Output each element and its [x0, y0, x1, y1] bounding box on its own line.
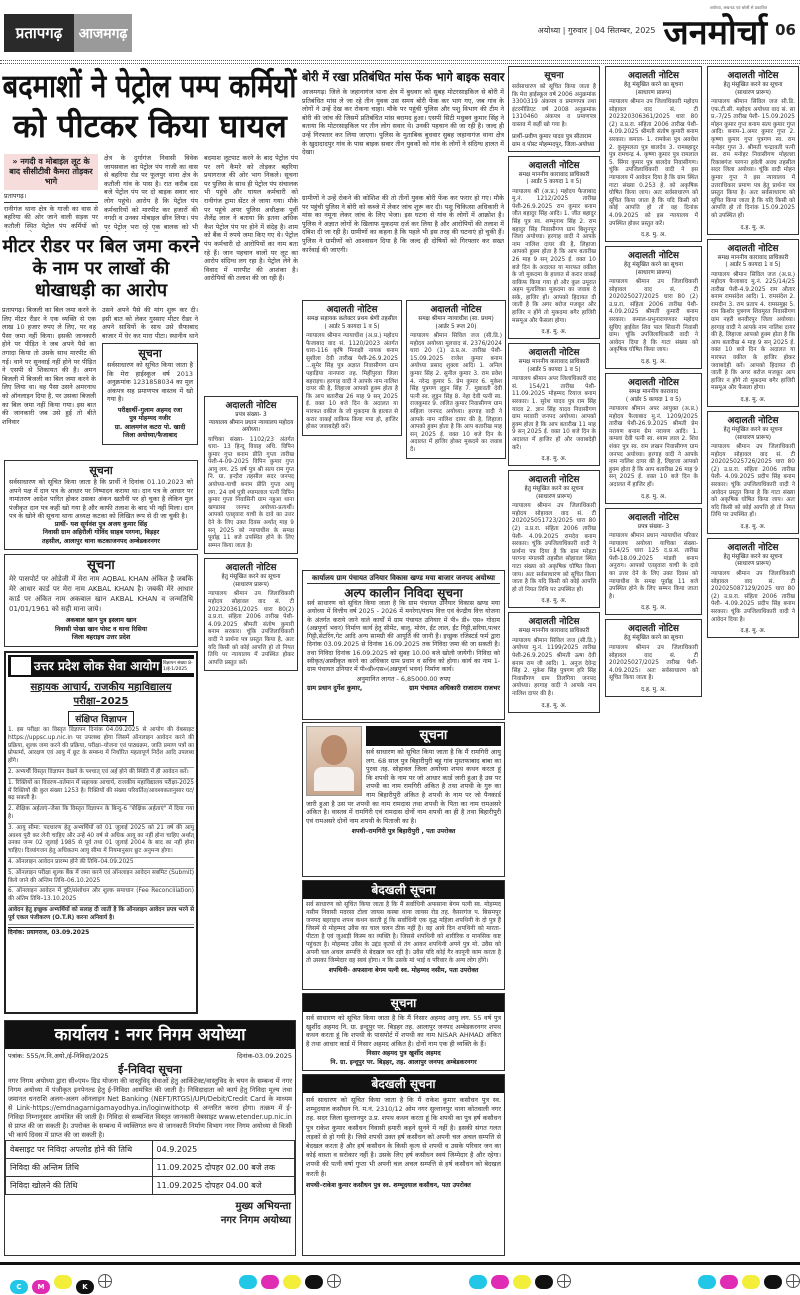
- registration-dot-y: [513, 1275, 531, 1289]
- notice-column-d: [605, 66, 702, 1258]
- advt-number: विज्ञापन संख्या 8-1/ई-1/2025: [163, 660, 193, 672]
- tender-office: कार्यालय ग्राम पंचायत उनियार विकास खण्ड मया बाजार जनपद अयोध्या: [307, 574, 500, 584]
- masthead-logo: जनमोर्चा: [663, 13, 768, 53]
- lead-body-1: रानीगंज थाना क्षेत्र के गाजी का वास से बहरिया की ओर जाने वाली सड़क पर कतौली स्थित पेट्रोल पंप कर्मियों को: [4, 204, 98, 230]
- story2-body-2: उसने अपने पैसे की मांग शुरू कर दी। इसी बात को लेकर गुस्साए मीटर रीडर ने अपने साथियों के साथ उसे सैफाबाद बाजार में घेर कर मारा पीटा। स्थानीय थाने: [102, 306, 198, 340]
- notice-signature: जिला अयोध्या/फैजाबाद: [122, 432, 178, 440]
- notice-body: न्यायालय श्रीमान उप जिलाधिकारी महोदय सोहावल वाद सं. टी 202025051723/2025 धारा 80 (2) उ.प्र.रा. संहिता 2006 तारीख पेशी- 4.09.2025 रामदेव बनाम सरकार। चूंकि उपजिलाधिकारी वादी ने प्रार्थना पत्र दिया है कि ग्राम मरेहटा परगना मंगलसी तहसील सोहावल स्थित गाटा संख्या को अकृषिक घोषित किया जाय। अतः सर्वसाधारण को सूचित किया जाता है कि यदि किसी को कोई आपत्ति हो तो नियत तिथि पर उपस्थित हों।: [512, 503, 596, 593]
- dateline: अयोध्या | गुरुवार | 04 सितम्बर, 2025: [537, 25, 656, 35]
- tender-row-label: निविदा खोलने की तिथि: [6, 1177, 153, 1195]
- notice-signature: पुत्र मोहम्मद नजीर: [129, 415, 171, 423]
- section-tab-azamgarh[interactable]: आजमगढ़: [74, 14, 132, 52]
- registration-dot-c: [469, 1275, 487, 1289]
- notice-body: न्यायालय श्रीमान सिविल जज (सी.डि.) महोदय अयोध्या मूलवाद सं. 2376/2024 धारा 20 (1) उ.प्र.अ. तारीख पेशी- 15.09.2025 राजेश कुमार बनाम अयोध्या प्रसाद शुक्ला आदि। 1. अनिल कुमार सिंह 2. सुनील कुमार 3. राम प्रवेश 4. नरेन्द्र कुमार 5. प्रेम कुमार 6. मुकेश सिंह पुत्रगण लुट्टन सिंह 7. मुन्नावती देवी पत्नी स्व. लुट्टन सिंह 8. नेहा देवी पत्नी स्व. राजकुमार 9. ललित कुमार निवासीगण ग्राम सहिला जनपद अयोध्या। हरगाह वादी ने आपके नाम नालिश दायर की है, लिहाजा आपको हुक्म होता है कि आप बतारीख माह सन् 2025 ई. वक्त 10 बजे दिन के अदालत में हाजिर होकर मुकदमे का जवाब दें।: [410, 333, 502, 453]
- registration-dot-m: [261, 1275, 279, 1289]
- notice-signature: द.ह. मु. अ.: [541, 456, 567, 463]
- tender-signatory-office: नगर निगम अयोध्या: [220, 1215, 291, 1226]
- notice-subtitle: हेतु मंसूखित करने का सूचना: [221, 574, 281, 581]
- notice-body: याचिका संख्या- 1102/23 अंतर्गत धारा- 13 हिन्दू विवाह अधि. विपिन कुमार गुप्त बनाम प्रीति गुप्ता तारीख पेशी-4-09-2025 विपिन कुमार गुप्त आयु लग. 25 वर्ष पुत्र श्री सत्य राम गुप्त नि. ग्रा. इन्दौरा तहसील सदर जनपद अयोध्या-याची बनाम प्रीति गुप्ता आयु लग. 24 वर्ष पुत्री श्यामलाल पत्नी विपिन कुमार गुप्ता निवासिनी ग्राम नहुआ थाना खण्डासा जनपद अयोध्या-प्रत्यर्थी। आपको एतद्द्वारा याची के दावे का उत्तर देने के लिए उक्त दिवस अर्थात् माह 9 सन् 2025 को न्यायाधीश के समक्ष पूर्वाह्न 11 बजे उपस्थित होने के लिए सम्मन किया जाता है।: [208, 436, 294, 549]
- notice-title: अदालती नोटिस: [628, 71, 679, 81]
- notice-subtitle: हेतु मंसूखित करने का सूचना: [624, 262, 683, 269]
- crosshair-icon: [327, 1274, 341, 1288]
- lead-dateline: प्रतापगढ़।: [4, 192, 27, 200]
- notice-title: अदालती नोटिस: [225, 401, 277, 411]
- lead-left-column: [4, 154, 98, 232]
- notice-title: अदालती नोटिस: [628, 251, 679, 262]
- lead-story: [2, 66, 298, 146]
- notice-signature: द.ह. मु. अ.: [640, 493, 667, 500]
- uppsc-advertisement: [4, 651, 198, 1014]
- tender-table-row: [6, 1159, 295, 1177]
- short-tender-notice: [302, 570, 505, 720]
- uppsc-header: [8, 655, 194, 677]
- tender-table-row: [6, 1141, 295, 1159]
- story2-right: [102, 306, 198, 445]
- uppsc-footer: दिनांक: प्रयागराज, 03.09.2025: [8, 927, 194, 936]
- notice-body: न्यायालय श्रीमान उप जिलाधिकारी सोहावल वाद सं. टी 202025087129/2025 धारा 80 (2) उ.प्र.रा. संहिता 2006 तारीख पेशी- 4.09.2025 प्रदीप सिंह बनाम सरकार। चूंकि उपजिलाधिकारी वादी ने आवेदन दिया है।: [711, 570, 795, 623]
- tender-signatory: ग्राम प्रधान दुर्गेश कुमार,: [307, 684, 363, 693]
- notice-body: न्यायालय श्रीमान सिविल जज सी.डि. एफ.टी.सी. महोदय अयोध्या वाद सं. सा प्र.-7/25 तारीख पेशी- 15.09.2025 मोहन कुमार गुप्त बनाम सत्य कुमार गुप्त आदि। बनाम-1.अमर कुमार गुप्त 2. कृष्णा कुमार गुप्त पुत्रगण स्व. राम मनोहर गुप्त 3. श्रीमती चन्द्रावती पत्नी स्व. राम मनोहर निवासीगण मोहल्ला रिकाबगंज परगना हवेली अवध तहसील सदर जिला अयोध्या। चूंकि वादी मोहन कुमार गुप्त ने इस न्यायालय में उत्तराधिकार प्रमाण पत्र हेतु प्रार्थना पत्र प्रस्तुत किया है। अतः सर्वसाधारण को सूचित किया जाता है कि यदि किसी को आपत्ति हो तो दिनांक 15.09.2025 को उपस्थित हों।: [711, 99, 795, 219]
- notice-subtitle: ( आर्डर 5 कायदा 1 व 5): [625, 396, 682, 403]
- notice-column-c: [508, 66, 600, 1258]
- tender-row-label: वेबसाइट पर निविदा अपलोड होने की तिथि: [6, 1141, 153, 1159]
- notice-signature: ग्रा. आलमगंज कटरा पो. खादी: [114, 423, 186, 431]
- uppsc-point: 2. अभ्यर्थी विस्तृत विज्ञापन देखने के पश्चात् एवं अर्ह होने की स्थिति में ही आवेदन करें।: [8, 768, 194, 779]
- notice-signature: शपथिनी- अफसाना बेगम पत्नी स्व. मोहम्मद नसीम, पता उपरोक्त: [328, 967, 479, 974]
- page-number: 06: [775, 21, 796, 39]
- notice-signature: द.ह. मु. अ.: [640, 359, 667, 366]
- story2-headline: मीटर रीडर पर बिल जमा करने के नाम पर लाखों की धोखाधड़ी का आरोप: [2, 236, 200, 301]
- notice-signature: द.ह. मु. अ.: [740, 397, 766, 403]
- court-notice: [204, 396, 298, 554]
- notice-name-correction: [4, 554, 198, 647]
- tender-title: अल्प कालीन निविदा सूचना: [344, 586, 463, 600]
- court-notice: [406, 300, 506, 459]
- notice-name-affidavit: [302, 722, 505, 877]
- notice-title: अदालती नोटिस: [727, 243, 779, 254]
- notice-column-b-left: [204, 396, 298, 1016]
- lead-body-2: क्षेत्र के दुर्गागंज निवासी विवेक जायसवाल का पेट्रोल पंप गाजी का वास से बहरिया रोड पर फूलपुर थाना क्षेत्र के कतौली गांव के पास है। रात करीब दस बजे पेट्रोल पंप पर दो बाइक सवार चार लोग पहुंचे। आरोप है कि पेट्रोल पंप कर्मचारियों को मारपीट कर हजारों की नगदी व उनका मोबाइल छीन लिया। पंप पर पेट्रोल भरा रहे एक बालक को भी: [104, 154, 198, 231]
- notice-title: अदालती नोटिस: [430, 305, 482, 315]
- notice-subtitle: समक्ष श्रीमान न्यायाधीश (सा. प्रथम): [418, 316, 494, 322]
- court-notice: [605, 246, 702, 369]
- registration-dot-k: [535, 1275, 553, 1289]
- notice-signature: शपथी–रामगिरी पुत्र बिहारीपुरी , पता उपरोक्त: [351, 828, 456, 836]
- tender-ref-number: पत्रांक: 555/न.नि.अयो./ई-निविदा/2025: [8, 1052, 109, 1060]
- notice-signature: द.ह. मु. अ.: [740, 224, 766, 231]
- registration-dot-y: [742, 1275, 760, 1289]
- court-notice: [707, 66, 799, 235]
- notice-title: सूचना: [544, 71, 564, 81]
- tender-dates-table: [5, 1140, 295, 1195]
- notice-subtitle: ( आर्डर 5 कायदा 1 व 5): [725, 262, 781, 268]
- notice-signature: द.ह. मु. अ.: [541, 329, 567, 336]
- registration-dot-y: [54, 1275, 72, 1289]
- notice-subtitle: (साधारण प्रारूप): [535, 493, 572, 500]
- notice-subtitle: प्रपत्र संख्या- 3: [235, 412, 267, 418]
- notice-subtitle: ( आर्डर 5 कायदा 1 व 5): [526, 179, 582, 186]
- uppsc-point: 1. रिक्तियों का विवरण–वर्तमान में सहायक आचार्य, राजकीय महाविद्यालय परीक्षा-2025 में रिक्तियों की कुल संख्या 1253 है। रिक्तियों की संख्या परिवर्तित/आवश्यकतानुसार घट/बढ़ सकती है।: [8, 779, 194, 805]
- notice-subtitle: समक्ष माननीय कारावाद प्राधिकारी: [518, 359, 590, 366]
- header-divider: [0, 60, 800, 64]
- registration-dot-c: [698, 1275, 716, 1289]
- tender-body: नगर निगम अयोध्या द्वारा सी०एम० ग्रिड योजना की वास्तुविद् सेवाओं हेतु आर्किटेक्ट/वास्तुविद के चयन के सम्बन्ध में नगर निगम अयोध्या में पंजीकृत इनपेनल्ड हेतु ई-निविदा आमंत्रित की जाती है। निविदादाता को कार्य हेतु निविदा मूल्य तथा जमानत धनराशि अलग-अलग ऑनलाइन Net Banking (NEFT/RTGS)/UPI/Debit/Credit Card के माध्यम से Link-https://emdnagarnigamayodhya.in/loginwithotp से अन्तरित करना होगा। तत्क्रम में ई-निविदा निम्नानुसार आमंत्रित की जाती है। निविदा से सम्बन्धित विस्तृत जानकारी वेबसाइट www.etender.up.nic.in से प्राप्त की जा सकती है। उपरोक्त के सम्बन्ध में व्यक्तिगत रूप से जानकारी निर्माण विभाग नगर निगम अयोध्या से किसी भी कार्य दिवस में प्राप्त की जा सकती है।: [8, 1077, 292, 1139]
- court-notice: [204, 558, 298, 671]
- lead-headline-line2: को पीटकर किया घायल: [13, 107, 287, 145]
- notice-body: न्यायालय श्रीमान अपर जिलाधिकारी वाद सं. 154/21 तारीख पेशी- 11.09.2025 मोहम्मद रियाज बनाम सरकार। 1. सुरेश यादव पुत्र राम सिंह यादव 2. ज्ञान सिंह यादव निवासीगण ग्राम मरवारी जनपद अयोध्या। आपको हुक्म होता है कि आप बतारीख 11 माह 9 सन् 2025 ई. वक्त 10 बजे दिन के अदालत में हाजिर हों और जवाबदेही करें।: [512, 376, 596, 451]
- left-column-flow: [2, 236, 200, 1014]
- uppsc-title: उत्तर प्रदेश लोक सेवा आयोग: [34, 659, 160, 674]
- registration-dot-m: [491, 1275, 509, 1289]
- notice-signature: परीक्षार्थी–गुलाम अहमद रजा: [117, 406, 183, 414]
- notice-body: सर्व साधारण को सूचित किया जाता है कि मैं निसार अहमद आयु लग. 55 वर्ष पुत्र खुर्शीद अहमद नि. ग्रा. इन्दूपुर पर. बिड़हर तह. आलापुर जनपद अम्बेडकरनगर शपथ कथन करता हूं कि शपथी के पासपोर्ट में शपथी का नाम NISAR AHMAD अंकित है तथा आधार कार्ड में निसार अहमद अंकित है। दोनों नाम एक ही व्यक्ति के हैं।: [306, 1014, 501, 1048]
- notice-signature: तहसील, आलापुर थाना कटकाजनपद अम्बेडकरनगर: [42, 537, 160, 545]
- court-notice: [707, 411, 799, 534]
- notice-column-b2: [406, 300, 506, 555]
- notice-subtitle: (आर्डर 5 कायदा 1 व 5): [527, 366, 581, 373]
- uppsc-point: 5. ऑनलाइन परीक्षा शुल्क बैंक में जमा करने एवं ऑनलाइन आवेदन सबमिट (Submit) किये जाने की अन्तिम तिथि–06.10.2025: [8, 869, 194, 888]
- story3-headline: बोरी में रखा प्रतिबंधित मांस फेंक भागे बाइक सवार: [302, 70, 505, 84]
- notice-subtitle: प्रपत्र संख्या- 3: [637, 523, 670, 530]
- registration-group: [239, 1274, 341, 1294]
- registration-dot-k: K: [76, 1280, 94, 1294]
- notice-subtitle: (साधारण प्रारूप): [635, 89, 672, 96]
- notice-body: सर्व साधारण को सूचित किया जाता है कि मैं राकेश कुमार कसौधन पुत्र स्व. शम्भूदयाल कसौधन नि. म.नं. 2310/12 ओम नगर सुल्तानपुर थाना कोतवाली नगर तह. सदर जिला सुल्तानपुर उ.प्र. शपथ कथन करता हूं कि शपथी का पुत्र हर्ष कसौधन पुत्र राकेश कुमार कसौधन निवासी हमारी कहने सुनने में नहीं है। इसकी संगत गलत लड़कों से हो गयी है। जिसे शपथी उक्त हर्ष कसौधन को अपनी चल अचल सम्पत्ति से बेदखल करता है और हर्ष कसौधन के किसी कृत्य से शपथी व उसके परिवार जन का कोई वास्ता व सरोकार नहीं है। उसके लिए हर्ष कसौधन स्वयं जिम्मेदार है और रहेगा। शपथी की पत्नी वर्षा गुप्ता भी अपनी चल अचल सम्पत्ति से हर्ष कसौधन को बेदखल करती है।: [306, 1096, 501, 1178]
- notice-body: न्यायालय श्रीमान उप जिलाधिकारी महोदय सोहावल वाद सं. टी 202320306361/2025 धारा 80 (2) उ.प्र.रा. संहिता 2006 तारीख पेशी- 4.09.2025 श्रीमती संतोष कुमारी बनाम सरकार। कमाल- 1. रामकेश पुत्र अवधेश 2. कुसुमलता पुत्र बालदेव 3. रामबहादुर पुत्र रामचन्द्र 4. कृष्णा कुमार पुत्र रामलाल 5. सिंगर कुमार पुत्र बालदेव निवासीगण। चूंकि उपजिलाधिकारी वादी ने इस न्यायालय में आवेदन दिया है कि ग्राम स्थित गाटा संख्या 0.253 हे. को अकृषिक घोषित किया जाय। अतः सर्वसाधारण को सूचित किया जाता है कि यदि किसी को कोई आपत्ति हो तो वह दिनांक 4.09.2025 को इस न्यायालय में उपस्थित होकर प्रस्तुत करें।: [609, 99, 698, 227]
- registration-group: [469, 1274, 571, 1294]
- notice-signature: प्रार्थी–प्रवीण कुमार यादव पुत्र सीताराम ग्राम व पोस्ट मोहम्मदपुर, जिला-अयोध्या: [512, 133, 595, 148]
- story3-body-2: ग्रामीणों ने उन्हें रोकने की कोशिश की तो तीनों युवक बोरी फेंक कर फरार हो गए। मौके पर पहुंची पुलिस ने बोरी को कब्जे में लेकर जांच शुरू कर दी। पशु चिकित्सा अधिकारी ने मांस का नमूना लेकर जांच के लिए भेजा। इस घटना से गांव के लोगों में आक्रोश है। पुलिस ने अज्ञात लोगों के खिलाफ मुकदमा दर्ज कर लिया है और आरोपियों की तलाश में दबिश दी जा रही है। ग्रामीणों का कहना है कि पहले भी इस तरह की घटनाएं हो चुकी हैं। पुलिस ने ग्रामीणों को आश्वासन दिया है कि जल्द ही दोषियों को गिरफ्तार कर सख्त कार्रवाई की जाएगी।: [302, 194, 504, 254]
- lead-body-3: बदमाश लूटपाट करने के बाद पेट्रोल पंप पर लगे कैमरे को तोड़कर बहरिया प्रयागराज की ओर भाग निकले। सूचना पर पुलिस के साथ ही पेट्रोल पंप संचालक भी पहुंचे और घायल कर्मचारी को रानीगंज ट्रामा सेंटर ले जाया गया। मौके पर पहुंचे अपर पुलिस अधीक्षक पूर्वी शैलेंद्र लाल ने बताया कि इतना अधिक कैश पेट्रोल पंप पर होने में संदेह है। शाम को बैंक में रुपये जमा किए गए थे। पेट्रोल पंप कर्मचारी दो आरोपियों का नाम बता रहे हैं। जान पहचान वालों पर लूट का आरोप संदिग्ध लग रहा है। पेट्रोल लेने के विवाद में मारपीट की आशंका है। आरोपियों की तलाश की जा रही है।: [204, 154, 298, 283]
- notice-nisar-ahmad: [302, 993, 505, 1071]
- notice-title: सूचना: [138, 347, 162, 360]
- lead-kicker: » नगदी व मोबाइल लूट के बाद सीसीटीवी कैमरा तोड़कर भागे: [4, 154, 98, 190]
- registration-group: [10, 1274, 112, 1294]
- notice-lost-marksheet: [102, 343, 198, 445]
- crosshair-icon: [98, 1274, 112, 1288]
- notice-body: मेरे पासपोर्ट पर ओडेजी में मेरा नाम AQBAL KHAN अंकित है जबकि मेरे आधार कार्ड पर मेरा नाम AKBAL KHAN है। जबकी मेरे आधार कार्ड पर अंकित नाम अकबाल खान AKBAL KHAN व जन्मतिथि 01/01/1961 को सही माना जाये।: [9, 575, 193, 614]
- registration-group: [698, 1274, 800, 1294]
- tender-row-value: 04.9.2025: [152, 1141, 294, 1159]
- notice-signature: जिला बहराइच उत्तर प्रदेश: [71, 634, 131, 642]
- crosshair-icon: [557, 1274, 571, 1288]
- registration-dot-m: [720, 1275, 738, 1289]
- uppsc-point: 2. शैक्षिक अर्हताएं–जैसा कि विस्तृत विज्ञापन के बिन्दु-6 "शैक्षिक अर्हताएं" में दिया गया है।: [8, 805, 194, 824]
- eviction-notice-1: [302, 880, 505, 990]
- tender-signatory: ग्राम पंचायत अधिकारी राजाराम राजभर: [409, 684, 500, 693]
- court-notice: [508, 66, 600, 152]
- notice-body: न्यायालय श्रीमान उप जिलाधिकारी सोहावल वाद सं. टी 202025027/2025 धारा 80 (2) उ.प्र.रा. संहिता 2006 तारीख पेशी- 4.09.2025 श्रीमती कुमारी बनाम सरकार। कमाल-प्रभुनारायणवर महोदय सुधिए हाईवेल शिव पाल शिवानी निवासी ग्राम। चूंकि उपजिलाधिकारी वादी ने आवेदन दिया है कि गाटा संख्या को अकृषिक घोषित किया जाय।: [609, 279, 698, 354]
- section-tab-pratapgarh[interactable]: प्रतापगढ़: [4, 14, 74, 52]
- notice-title: अदालती नोटिस: [727, 71, 779, 81]
- registration-dot-k: [305, 1275, 323, 1289]
- notice-title: अदालती नोटिस: [727, 542, 779, 553]
- notice-subtitle: न्यायालय श्रीमान प्रधान न्यायालय महोदय अयोध्या।: [208, 419, 294, 433]
- story2-columns: [2, 306, 200, 456]
- notice-title: बेदखली सूचना: [303, 881, 504, 899]
- tender-cost: अनुमानित लागत - 6,85000.00 रुपए: [356, 674, 451, 683]
- story3-body-1: आजमगढ़। जिले के जहानागंज थाना क्षेत्र में बुधवार को सुबह मोटरसाइकिल से बोरी में प्रतिबंधित मांस ले जा रहे तीन युवक उस समय बोरी फेंक कर भाग गए, जब गांव के लोगों ने उन्हें देख कर रोकना चाहा। मौके पर पहुंची पुलिस और पशु विभाग की टीम ने बोरी की जांच की जिसमें प्रतिबंधित मांस बरामद हुआ। एसपी सिटी मधुबन कुमार सिंह ने बताया कि मोटरसाइकिल पर तीन लोग सवार थे। उनकी पहचान की जा रही है। जल्द ही उन्हें गिरफ्तार कर लिया जाएगा। पुलिस के मुताबिक बुधवार सुबह जहानागंज थाना क्षेत्र के खुदादादपुर गांव के पास बाइक सवार तीन युवकों को गांव के लोगों ने संदिग्ध हालत में देखा।: [302, 88, 504, 157]
- tender-subtitle: ई-निविदा सूचना: [118, 1063, 182, 1076]
- notice-signature: नि. ग्रा. इन्दूपुर पर. बिड़हर, तह. आलापुर जनपद अम्बेडकरनगर: [330, 1058, 477, 1066]
- notice-body: सर्वसाधारण को सूचित किया जाता है कि मेरा हाईस्कूल वर्ष 2006 अनुक्रमांक 3300319 अंकपत्र व प्रमाणपत्र तथा इंटरमीडिएट वर्ष 2008 अनुक्रमांक 1310460 अंकपत्र व प्रमाणपत्र वास्तव में कहीं खो गया है।: [512, 84, 596, 128]
- notice-subtitle: समक्ष माननीय कारावाद प्राधिकारी: [717, 254, 789, 261]
- notice-subtitle: (साधारण प्रारूप): [635, 269, 672, 276]
- tender-date: दिनांक-03.09.2025: [237, 1052, 292, 1060]
- court-notice: [605, 619, 702, 696]
- notice-body: न्यायालय श्री (अ.प्र.) महोदय फैजाबाद मु.नं. 1212/2025 तारीख पेशी-26.9.2025 राम कुमार बनाम जीत बहादुर सिंह आदि। 1. जीत बहादुर सिंह पुत्र स्व. शम्भूनाथ सिंह 2. राम बहादुर सिंह निवासीगण ग्राम बिशुनपुर जिला अयोध्या। हरगाह वादी ने आपके नाम नालिश दायर की है, लिहाजा आपको हुक्म होता है कि आप बतारीख 26 माह 9 सन् 2025 ई. वक्त 10 बजे दिन के अदालत या मारफत वकील के जो मुकदमा के हालात से करार वाकई वाकिफ किया गया हो और कुल उमूरात अहम मुतालिका मुकदमा का जवाब दे सके, हाजिर हों। आपको हिदायत दी जाती है कि अगर बरोज मजकूर और हाजिर न होंगे तो मुकदमा बगैर हाजिरी मसमूअ और फैसला होगा।: [512, 188, 596, 324]
- notice-body: सर्वसाधारण को सूचित किया जाता है कि प्रार्थी ने दिनांक 01.10.2023 को अपने पक्ष में दान पत्र के आधार पर निष्पादन कराया था। दान पत्र के आधार पर नामांतरण आदेश पारित होकर उसका अंकन खतौनी पर हो चुका है लेकिन मूल पंजीकृत दान पत्र कहीं खो गया है और काफी तलाश के बाद भी नहीं मिला। दान पत्र के खोने की सूचना थाना अध्यक्ष कटका को लिखित रूप से दी जा चुकी है।: [9, 478, 193, 521]
- court-notice: [508, 156, 600, 340]
- notice-signature: द.ह. मु. अ.: [640, 686, 667, 693]
- notice-title: अदालती नोटिस: [528, 617, 580, 628]
- notice-subtitle: समक्ष सहायक कलेक्टर प्रथम श्रेणी तहसील: [307, 316, 397, 322]
- notice-body: सर्व साधारण को सूचित किया जाता है कि मैं रामगिरी आयु लग. 68 साल पुत्र बिहारीपुरी बहू गांव मुस्तफाबाद बाबा का पुरवा तह. सोहावल जिला अयोध्या शपथ कथन करता हूं कि शपथी के नाम पर जो आधार कार्ड जारी हुआ है उस पर शपथी का नाम रामगिरी अंकित है तथा शपथी के गुरु का नाम बिहारीपुरी अंकित है शपथी के नाम पर जो पैनकार्ड जारी हुआ है उस पर शपथी का नाम रामदास तथा शपथी के पिता का नाम रामअसरे अंकित है। वास्तव में रामगिरी एवं रामदास दोनों नाम शपथी का ही है तथा बिहारीपुरी एवं रामअसरे दोनों नाम शपथी के पिताजी का है।: [306, 748, 501, 825]
- notice-subtitle: समक्ष माननीय कारावाद प्राधिकारी: [518, 171, 590, 178]
- notice-title: अदालती नोटिस: [326, 305, 378, 315]
- tender-signatures: [307, 683, 500, 692]
- court-notice: [707, 538, 799, 638]
- header-right: [300, 2, 796, 58]
- tender-row-value: 11.09.2025 दोपहर 04.00 बजे: [152, 1177, 294, 1195]
- registration-dot-m: M: [32, 1280, 50, 1294]
- notice-subtitle: (साधारण प्रारूप): [734, 89, 771, 96]
- notice-column-b1: [302, 300, 402, 555]
- registration-dot-y: [283, 1275, 301, 1289]
- court-notice: [508, 612, 600, 712]
- notice-body: न्यायालय श्रीमान उप जिलाधिकारी सोहावल वाद सं. टी 202025027/2025 तारीख पेशी- 4.09.2025। अतः सर्वसाधारण को सूचित किया जाता है।: [609, 644, 698, 682]
- uppsc-point: 6. ऑनलाइन आवेदन में त्रुटि/संशोधन और शुल्क समाधान (Fee Reconciliation) की अंतिम तिथि–13.10.2025: [8, 887, 194, 906]
- notice-body: न्यायालय श्रीमान प्रधान न्यायाधीश परिवार न्यायालय अयोध्या याचिका संख्या- 514/25 धारा 125 द.प्र.सं. तारीख पेशी-18.09.2025 मांडवी बनाम अनुराग। आपको एतद्द्वारा याची के दावे का उत्तर देने के लिए उक्त दिवस को न्यायाधीश के समक्ष पूर्वाह्न 11 बजे उपस्थित होने के लिए सम्मन किया जाता है।: [609, 533, 698, 600]
- notice-body: सर्वसाधारण को सूचित किया जाता है कि मेरा हाईस्कूल वर्ष 2013 अनुक्रमांक 1231858034 का मूल अंकपत्र सह प्रमाणपत्र वास्तव में खो गया है।: [107, 361, 193, 404]
- notice-subtitle: हेतु मंसूखित करने का सूचना: [524, 486, 584, 493]
- notice-subtitle: (साधारण प्रारूप): [734, 561, 771, 568]
- notice-title: सूचना: [87, 558, 115, 574]
- notice-signature: निसार अहमद पुत्र खुर्शीद अहमद: [366, 1050, 441, 1058]
- registration-dot-c: C: [10, 1280, 28, 1294]
- notice-title: अदालती नोटिस: [628, 624, 679, 635]
- tender-table-row: [6, 1177, 295, 1195]
- registration-dot-c: [239, 1275, 257, 1289]
- tender-reference-row: [5, 1049, 295, 1062]
- court-notice: [605, 66, 702, 242]
- color-registration-marks: [10, 1274, 800, 1294]
- notice-title: अदालती नोटिस: [628, 378, 679, 389]
- eviction-notice-2: [302, 1074, 505, 1256]
- notice-gift-deed-lost: [4, 460, 198, 550]
- notice-subtitle: ( आर्डर 5 कायदा 1 व 5): [324, 323, 380, 330]
- notice-title: अदालती नोटिस: [528, 160, 580, 171]
- court-notice: [508, 343, 600, 466]
- notice-signature: प्रार्थी- यश सूर्यवंश पुत्र अजय कुमार सिंह: [54, 520, 148, 528]
- uppsc-point: 1. इस परीक्षा का विस्तृत विज्ञापन दिनांक 04.09.2025 से आयोग की वेबसाइट https://uppsc.up.nic.in पर उपलब्ध होगा जिसमें ऑनलाइन आवेदन करने की प्रक्रिया, शुल्क जमा करने की प्रक्रिया, परीक्षा–योजना एवं पाठ्यक्रम, जाति प्रमाण पत्रों का प्रोफार्मा, आरक्षण एवं आयु में छूट के सम्बन्ध में निर्धारित महत्वपूर्ण निर्देश आदि उपलब्ध होंगे।: [8, 726, 194, 768]
- uppsc-point: 3. आयु सीमा: पदधारण हेतु अभ्यर्थियों को 01 जुलाई 2025 को 21 वर्ष की आयु अवश्य पूरी कर लेनी चाहिए और उन्हें 40 वर्ष से अधिक आयु का नहीं होना चाहिए अर्थात् उनका जन्म 02 जुलाई 1985 से पूर्व तथा 01 जुलाई 2004 के बाद का नहीं होना चाहिए। दिव्यांगजन हेतु अधिकतम आयु सीमा में नियमानुसार छूट अनुमन्य होगा।: [8, 824, 194, 858]
- notice-signature: द.ह. मु. अ.: [640, 232, 667, 239]
- uppsc-emblem-icon: [11, 657, 31, 675]
- notice-signature: निवासी ग्राम अहिरौली गोविंद साहब परगना, बिड़हर: [42, 529, 160, 537]
- masthead-tagline: अयोध्या, लखनऊ एवं बरेली से प्रकाशित: [709, 5, 768, 10]
- notice-subtitle: हेतु मंसूखित करने का सूचना: [624, 635, 683, 642]
- lead-headline-line1: बदमाशों ने पेट्रोल पम्प कर्मियों: [2, 67, 296, 105]
- notice-subtitle: समक्ष माननीय कारावाद: [628, 389, 679, 396]
- notice-signature: निवासी पोखा खान पोस्ट व थाना रिसिया: [54, 625, 148, 633]
- notice-column-e: [707, 66, 799, 1258]
- notice-body: न्यायालय श्रीमान उप जिलाधिकारी महोदय सोहावल वाद सं. टी 202025025726/2025 धारा 80 (2) उ.प्र.रा. संहिता 2006 तारीख पेशी- 4.09.2025 प्रदीप सिंह बनाम सरकार। चूंकि उपजिलाधिकारी वादी ने आवेदन प्रस्तुत किया है कि गाटा संख्या को अकृषिक घोषित किया जाय। अतः यदि किसी को कोई आपत्ति हो तो नियत तिथि पर उपस्थित हों।: [711, 444, 795, 519]
- person-photo: [306, 726, 362, 796]
- uppsc-point: 4. ऑनलाइन आवेदन प्रारम्भ होने की तिथि–04.09.2025: [8, 858, 194, 869]
- court-notice: [605, 508, 702, 616]
- tender-signatory: मुख्य अभियन्ता: [235, 1201, 291, 1212]
- court-notice: [302, 300, 402, 436]
- uppsc-subtitle: संक्षिप्त विज्ञापन: [68, 711, 133, 726]
- notice-body: न्यायालय श्रीमान सिविल जज (अ.प्र.) महोदय फैजाबाद मु.नं. 225/14/25 तारीख पेशी-4.9.2025 राम औतार बनाम रामसंदेश आदि। 1. रामसंदेश 2. रामदीन 3. राम प्रताप 4. रामसमुझ 5. राम किशोर पुत्रगण शिवमूरत निवासीगण ग्राम नहरी बनवीरपुर जिला अयोध्या। हरगाह वादी ने आपके नाम नालिश दायर की है, लिहाजा आपको हुक्म होता है कि आप बतारीख 4 माह 9 सन् 2025 ई. वक्त 10 बजे दिन के अदालत या मारफत वकील के हाजिर होकर जवाबदेही करें। आपको हिदायत दी जाती है कि अगर बरोज मजकूर आप हाजिर न होंगे तो मुकदमा बगैर हाजिरी मसमूअ और फैसला होगा।: [711, 271, 795, 392]
- tender-body: सर्व साधारण को सूचित किया जाता है कि ग्राम पंचायत उनियार विकास खण्ड मया अयोध्या में वित्तीय वर्ष 2025 - 2026 में मनरेगा/पंचम वित्त एवं केन्द्रीय वित्त योजना के अंतर्गत कराये जाने वाले कार्यों में ग्राम पंचायत उनियार में पी० डी० एस० गोदाम (अन्नपूर्णा भवन) निर्माण कार्य हेतु सीमेंट, बालू, मोरंग, ईंट लाल, ईंट गिट्टी,सरिया,पत्थर गिट्टी,सेटरिंग,गेट आदि अन्य सामग्री की आपूर्ति की जानी है। इच्छुक रजिस्टर्ड फर्म द्वारा दिनांक 03.09.2025 से दिनांक 16.09.2025 तक निविदा जमा की जा सकती है। तथा निविदा दिनांक 16.09.2025 को सुबह 10.00 बजे खोली जायेगी। निविदा को स्वीकृत/अस्वीकृत करने का अधिकार ग्राम प्रधान व सचिव को होगा। कार्य का नाम 1-ग्राम पंचायत उनियार में पी०डी०एस०(अन्नपूर्णा भवन) निर्माण कार्य।: [307, 600, 500, 674]
- uppsc-exam: परीक्षा–2025: [73, 695, 129, 707]
- nagar-nigam-tender: [4, 1020, 296, 1256]
- notice-title: सूचना: [366, 726, 501, 746]
- notice-signature: शपथी–राकेश कुमार कसौधन पुत्र स्व. शम्भूदयाल कसौधन, पता उपरोक्त: [306, 1181, 471, 1189]
- uppsc-point: आवेदन हेतु इच्छुक अभ्यर्थियों को सलाह दी जाती है कि ऑनलाइन आवेदन प्रपत्र भरने से पूर्व एकल पंजीकरण (O.T.R) करना अनिवार्य है।: [8, 906, 194, 925]
- notice-body: न्यायालय श्रीमान उप जिलाधिकारी महोदय सोहावल वाद सं. टी 202320361/2025 धारा 80(2) उ.प्र.रा. संहिता 2006 तारीख पेशी- 4.09.2025 श्रीमती संतोष कुमारी बनाम सरकार। चूंकि उपजिलाधिकारी वादी ने प्रार्थना पत्र प्रस्तुत किया है, अतः यदि किसी को कोई आपत्ति हो तो नियत तिथि पर न्यायालय में उपस्थित होकर आपत्ति प्रस्तुत करें।: [208, 591, 294, 666]
- notice-body: न्यायालय श्रीमान अपर आयुक्त (अ.प्र.) महोदय फैजाबाद मु.नं. 1209/2025 तारीख पेशी-26.9.2025 श्रीमती प्रेम नरायण बनाम ग्रेम नरायण आदि। 1. कमला देवी पत्नी स्व. श्याम लाल 2. शिव शंकर पुत्र स्व. राम लखन निवासीगण ग्राम जनपद अयोध्या। हरगाह वादी ने आपके नाम नालिश दायर की है, लिहाजा आपको हुक्म होता है कि आप बतारीख 26 माह 9 सन् 2025 ई. वक्त 10 बजे दिन के अदालत में हाजिर हों।: [609, 406, 698, 488]
- registration-dot-k: [764, 1275, 782, 1289]
- notice-signature: द.ह. मु. अ.: [740, 628, 766, 635]
- nagar-nigam-title: कार्यालय : नगर निगम अयोध्या: [5, 1021, 295, 1049]
- uppsc-points: [8, 726, 194, 925]
- tender-row-value: 11.09.2025 दोपहर 02.00 बजे तक: [152, 1159, 294, 1177]
- notice-signature: अकबाल खान पुत्र इस्लाम खान: [65, 617, 137, 625]
- notice-subtitle: हेतु मंसूखित करने का सूचना: [723, 553, 783, 560]
- court-notice: [508, 470, 600, 608]
- notice-title: अदालती नोटिस: [528, 475, 580, 486]
- notice-title: सूचना: [89, 464, 113, 477]
- notice-title: अदालती नोटिस: [528, 348, 580, 359]
- masthead: [663, 5, 767, 55]
- notice-title: अदालती नोटिस: [628, 512, 679, 523]
- notice-body: सर्व साधारण को सूचित किया जाता है कि मैं सर्वाधिनी अफसाना बेगम पत्नी स्व. मोहम्मद नसीम निवासी मदरसा टोला जायस कस्बा थाना जायस रोड तह. कैसरगंज प. बिसमपुर जनपद बहराइच शपथ कथन करती हूं कि सर्वाधिनी एक वृद्ध महिला शपथिनी के दो पुत्र हैं जिसमें से मोहम्मद उवैस का चाल चलन ठीक नहीं है। वह आये दिन शपथिनी को मारता-पीटता है एवं जुआड़ी किस्म का व्यक्ति है। जिससे शपथिनी को शारीरिक व मानसिक कष्ट पहुंचता है। मोहम्मद उवैस के उद्दंड कृत्यों से तंग आकर शपथिनी अपने पुत्र मो. उवैस को अपनी चल अचल सम्पत्ति से बेदखल कर रही है। उवैस यदि कोई गैर कानूनी काम करता है तो उसका जिम्मेदार वह स्वयं होगा। न कि उसके मां भाई व परिवार के अन्य लोग होंगे।: [306, 901, 501, 964]
- notice-body: न्यायालय श्रीमान सिविल जज (सी.डि.) अयोध्या मु.नं. 1199/2025 तारीख पेशी-26.9.2025 श्रीमती ऊषा देवी बनाम राम जी आदि। 1. अनुज देवेन्द्र सिंह 2. मुकेश सिंह पुत्रगण हरि सिंह निवासीगण ग्राम तिलगिया जनपद अयोध्या। हरगाह वादी ने आपके नाम नालिश दायर की है।: [512, 637, 596, 697]
- notice-title: अदालती नोटिस: [727, 416, 779, 426]
- notice-body: न्यायालय श्रीमान न्यायाधीश (अ.प्र.) महोदय फैजाबाद वाद सं. 1120/2023 अंतर्गत धारा-116 कृषि मिनाक्षी नायक बनाम सुशीला देवी तारीख पेशी-26.9.2025 ...सुमेर सिंह पुत्र अज्ञात निवासीगण ग्राम पहाड़िया नानपारा तह. मिहींपुरवा जिला बहराइच। हरगाह वादी ने आपके नाम नालिश दायर की है, लिहाजा आपको हुक्म होता है कि आप बतारीख 26 माह 9 सन् 2025 ई. वक्त 10 बजे दिन के अदालत या मारफत वकील के जो मुकदमा के हालात से करार वाकई वाकिफ किया गया हो, हाजिर होकर जवाबदेही करें।: [306, 333, 398, 431]
- notice-signature: द.ह. मु. अ.: [740, 523, 766, 530]
- notice-signature: द.ह. मु. अ.: [640, 605, 667, 612]
- crosshair-icon: [786, 1274, 800, 1288]
- notice-title: बेदखली सूचना: [303, 1075, 504, 1093]
- divider: [4, 202, 98, 203]
- notice-subtitle: हेतु मंसूखित करने का सूचना: [624, 82, 683, 88]
- court-notice: [707, 239, 799, 408]
- notice-subtitle: (साधारण प्रारूप): [232, 581, 269, 588]
- notice-subtitle: हेतु मंसूखित करने का सूचना: [723, 427, 783, 433]
- uppsc-post: सहायक आचार्य, राजकीय महाविद्यालय: [30, 681, 172, 693]
- story2-body-1: प्रतापगढ़। बिजली का बिल जमा करने के लिए मीटर रीडर ने एक व्यक्ति से एक लाख 10 हजार रुपए ले लिए, पर वह पैसा जमा नहीं किया। इसकी जानकारी होने पर पीड़ित ने जब अपने पैसे का तगादा किया तो उसके साथ मारपीट की गई। थाने पर सुनवाई नहीं होने पर पीड़ित ने एसपी से शिकायत की है। अमन बिजली में बिजली का बिल जमा करने के लिए लिया था। वह पैसा उसने अमरनाथ को ऑनलाइन दिया है, पर उसका बिजली का बिल जमा नहीं किया गया। इस बात की जानकारी जब उसे हुई तो बीते शनिवार: [2, 306, 96, 426]
- court-notice: [605, 373, 702, 504]
- notice-title: अदालती नोटिस: [225, 563, 277, 574]
- footer-rule: [0, 1262, 800, 1265]
- notice-title: सूचना: [303, 994, 504, 1012]
- story3-headline-wrap: [302, 66, 506, 86]
- notice-signature: द.ह. मु. अ.: [541, 598, 567, 605]
- notice-subtitle: (आर्डर 5 रूल 20): [435, 323, 477, 330]
- notice-signature: द.ह. मु. अ.: [541, 702, 567, 709]
- notice-subtitle: हेतु मंसूखित करने का सूचना: [723, 82, 783, 88]
- tender-row-label: निविदा की अन्तिम तिथि: [6, 1159, 153, 1177]
- notice-subtitle: समक्ष माननीय कारावाद प्राधिकारी: [518, 628, 590, 635]
- notice-subtitle: (साधारण प्रारूप): [734, 434, 771, 441]
